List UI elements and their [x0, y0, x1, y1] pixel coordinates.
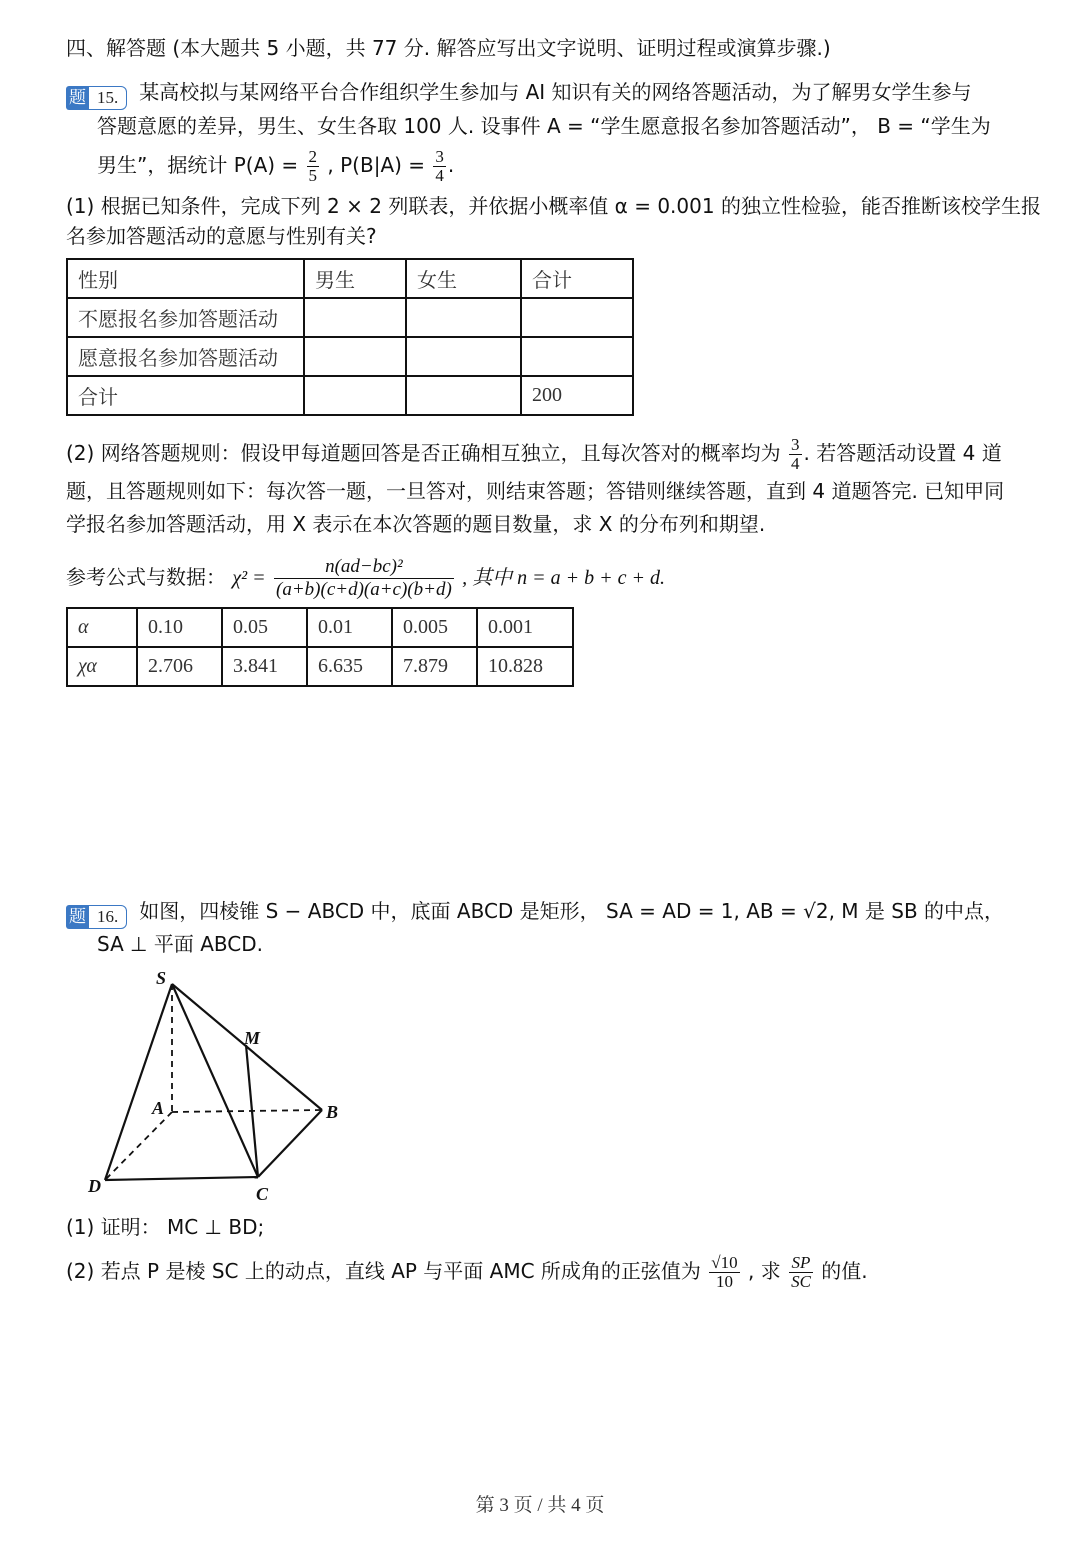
table-cell — [304, 337, 406, 376]
table-cell: 0.01 — [307, 608, 392, 647]
table-cell — [406, 376, 521, 415]
table-cell: α — [67, 608, 137, 647]
table-header-row — [67, 259, 633, 298]
label-b: B — [326, 1102, 339, 1122]
q16-line2: SA ⊥ 平面 ABCD. — [97, 932, 264, 956]
q16-part2: (2) 若点 P 是棱 SC 上的动点，直线 AP 与平面 AMC 所成角的正弦值为 $\frac{√10}{10}$ , 求 $\frac{SP}{SC}$ 的值. — [66, 1253, 868, 1291]
fraction-p: $\frac{3}{4}$ — [791, 435, 800, 473]
q15-part2-line1: (2) 网络答题规则：假设甲每道题回答是否正确相互独立，且每次答对的概率均为 $\frac{3}{4}$ . 若答题活动设置 4 道 — [66, 435, 1002, 473]
q16-line1: 题 16. 如图，四棱锥 S − ABCD 中，底面 ABCD 是矩形， SA = AD = 1, AB = √2, M 是 SB 的中点， — [66, 897, 1004, 929]
table-cell: 6.635 — [307, 647, 392, 686]
table-cell: 200 — [521, 376, 633, 415]
page-footer: 第 3 页 / 共 4 页 — [475, 1495, 605, 1516]
q15-part1-line2: 名参加答题活动的意愿与性别有关? — [66, 224, 377, 248]
table-cell — [521, 298, 633, 337]
table-cell — [521, 337, 633, 376]
edge-sc — [172, 984, 258, 1177]
fraction-pa: $\frac{2}{5}$ — [308, 147, 318, 185]
edge-ad — [105, 1112, 172, 1180]
table-cell: 男生 — [304, 259, 406, 298]
fraction-sin: $\frac{√10}{10}$ — [711, 1253, 738, 1291]
table-cell: 0.005 — [392, 608, 477, 647]
table-cell: 性别 — [67, 259, 304, 298]
q15-line2: 答题意愿的差异，男生、女生各取 100 人. 设事件 A = “学生愿意报名参加答题活动”， B = “学生为 — [97, 114, 991, 138]
table-cell — [304, 376, 406, 415]
table-cell: χα — [67, 647, 137, 686]
table-row — [67, 298, 633, 337]
table-cell: 0.10 — [137, 608, 222, 647]
table-row — [67, 337, 633, 376]
table-cell: 合计 — [521, 259, 633, 298]
table-cell: 愿意报名参加答题活动 — [67, 337, 304, 376]
table-cell: 10.828 — [477, 647, 573, 686]
formula-line: 参考公式与数据： χ² = $\frac{\text{n(ad−bc)²}}{(a+b)(c+d)(a+c)(b+d)}$ , 其中 n = a + b + c + d. — [66, 556, 666, 600]
q15-line1: 题 15. 某高校拟与某网络平台合作组织学生参加与 AI 知识有关的网络答题活动，为了解男女学生参与 — [66, 78, 972, 110]
section-heading: 四、解答题 (本大题共 5 小题，共 77 分. 解答应写出文字说明、证明过程或演算步骤.) — [66, 36, 831, 60]
table-row — [67, 647, 573, 686]
q15-part1-line1: (1) 根据已知条件，完成下列 2 × 2 列联表，并依据小概率值 α = 0.001 的独立性检验，能否推断该校学生报 — [66, 194, 1041, 218]
q16-part1: (1) 证明： MC ⊥ BD; — [66, 1215, 265, 1239]
table-cell: 2.706 — [137, 647, 222, 686]
table-row — [67, 608, 573, 647]
table-row — [67, 376, 633, 415]
label-s: S — [156, 968, 167, 988]
fraction-sp-sc: $\frac{SP}{SC}$ — [791, 1253, 811, 1291]
label-c: C — [256, 1184, 269, 1204]
table-cell: 0.05 — [222, 608, 307, 647]
reference-table — [66, 607, 574, 687]
edge-sd — [105, 984, 172, 1180]
q16-badge: 题 16. — [66, 905, 127, 929]
label-m: M — [244, 1028, 261, 1048]
edge-dc — [105, 1177, 258, 1180]
pyramid-figure — [80, 962, 360, 1207]
table-cell: 合计 — [67, 376, 304, 415]
table-cell — [304, 298, 406, 337]
label-d: D — [88, 1176, 101, 1196]
contingency-table — [66, 258, 634, 416]
fraction-pba: $\frac{3}{4}$ — [435, 147, 444, 185]
q15-part2-line3: 学报名参加答题活动，用 X 表示在本次答题的题目数量，求 X 的分布列和期望. — [66, 512, 766, 536]
q15-part2-line2: 题，且答题规则如下：每次答一题，一旦答对，则结束答题；答错则继续答题，直到 4 道题答完. 已知甲同 — [66, 479, 1005, 503]
edge-ab — [172, 1110, 322, 1112]
label-a: A — [152, 1098, 165, 1118]
edge-cb — [258, 1110, 322, 1177]
table-cell: 7.879 — [392, 647, 477, 686]
table-cell — [406, 337, 521, 376]
table-cell — [406, 298, 521, 337]
q15-badge: 题 15. — [66, 86, 127, 110]
q15-line3: 男生”，据统计 P(A) = $\frac{2}{5}$ , P(B|A) = $\frac{3}{4}$ . — [97, 147, 455, 185]
table-cell: 0.001 — [477, 608, 573, 647]
chi-square-formula: $\frac{\text{n(ad−bc)²}}{(a+b)(c+d)(a+c)(b+d)}$ — [276, 556, 452, 600]
table-cell: 3.841 — [222, 647, 307, 686]
table-cell: 女生 — [406, 259, 521, 298]
table-cell: 不愿报名参加答题活动 — [67, 298, 304, 337]
